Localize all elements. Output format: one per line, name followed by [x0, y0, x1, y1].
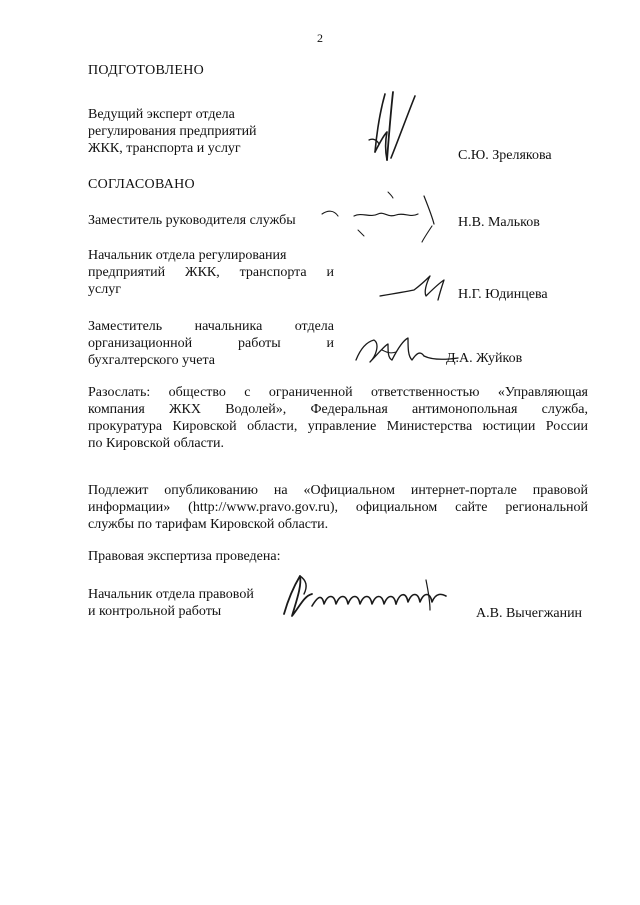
- signer-position-line: бухгалтерского учета: [88, 353, 215, 368]
- distribution-line: компания ЖКХ Водолей», Федеральная антимонопольная служба,: [88, 402, 588, 417]
- signer-name: Н.Г. Юдинцева: [458, 287, 548, 302]
- signer-position: [88, 247, 334, 298]
- prepared-name: С.Ю. Зрелякова: [458, 148, 552, 163]
- distribution-line: Разослать: общество с ограниченной ответственностью «Управляющая: [88, 385, 588, 400]
- signer-position-line: организационной работы и: [88, 336, 334, 351]
- legal-review-position-line: Начальник отдела правовой: [88, 587, 254, 602]
- legal-review-heading: Правовая экспертиза проведена:: [88, 549, 281, 564]
- signer-position: [88, 318, 334, 369]
- signer-2-signature: [378, 272, 454, 306]
- page-number: 2: [317, 31, 323, 45]
- distribution-line: прокуратура Кировской области, управление Министерства юстиции России: [88, 419, 588, 434]
- prepared-position: [88, 106, 336, 157]
- legal-review-position: [88, 586, 254, 620]
- distribution-line: по Кировской области.: [88, 436, 224, 451]
- agreed-heading: СОГЛАСОВАНО: [88, 177, 195, 192]
- publication-paragraph: [88, 482, 588, 533]
- prepared-signature: [355, 88, 425, 170]
- publication-line: информации» (http://www.pravo.gov.ru), официальном сайте региональной: [88, 500, 588, 515]
- signer-position-line: Начальник отдела регулирования: [88, 248, 287, 263]
- signer-position-line: Заместитель начальника отдела: [88, 319, 334, 334]
- signer-position-line: предприятий ЖКК, транспорта и: [88, 265, 334, 280]
- publication-line: Подлежит опубликованию на «Официальном интернет-портале правовой: [88, 483, 588, 498]
- prepared-position-line: Ведущий эксперт отдела: [88, 107, 235, 122]
- signer-1-signature: [318, 188, 458, 248]
- legal-review-name: А.В. Вычегжанин: [476, 606, 583, 621]
- prepared-position-line: регулирования предприятий: [88, 124, 257, 139]
- prepared-position-line: ЖКК, транспорта и услуг: [88, 141, 241, 156]
- signer-name: Н.В. Мальков: [458, 215, 540, 230]
- publication-line: службы по тарифам Кировской области.: [88, 517, 329, 532]
- signer-position-line: услуг: [88, 282, 121, 297]
- signer-name: Д.А. Жуйков: [446, 351, 523, 366]
- legal-review-signature: [278, 566, 456, 626]
- legal-review-position-line: и контрольной работы: [88, 604, 222, 619]
- signer-position: Заместитель руководителя службы: [88, 213, 296, 228]
- distribution-paragraph: [88, 384, 588, 452]
- prepared-heading: ПОДГОТОВЛЕНО: [88, 63, 205, 78]
